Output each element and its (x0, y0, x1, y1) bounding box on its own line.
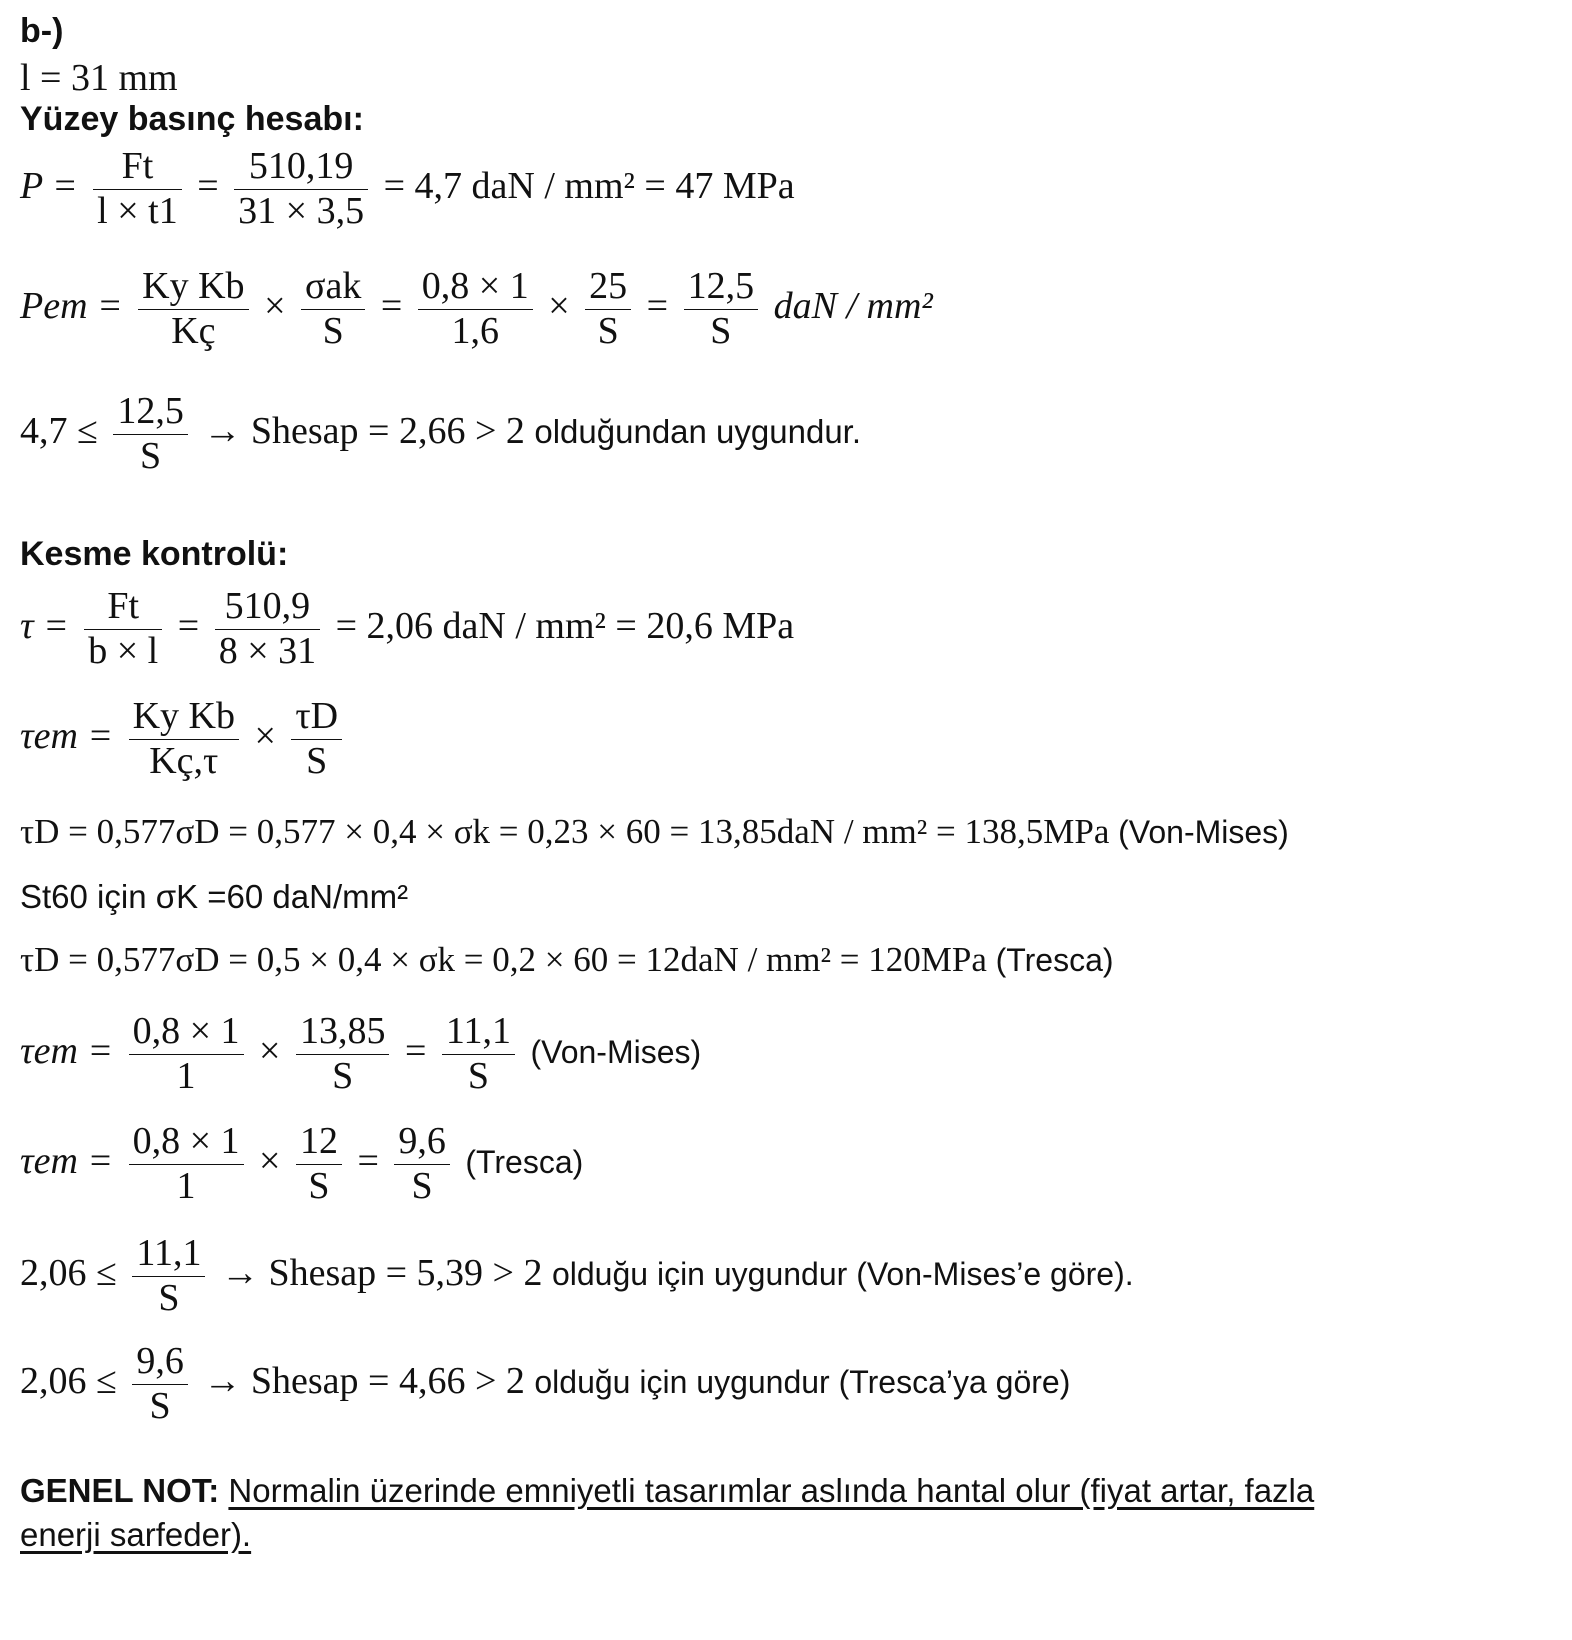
allowable-shear-von-mises: τem = $\frac{0,8 \times 1}{1}$ × $\frac{13,85}{S}$ = $\frac{11,1}{S}$ (Von-Mises) (20, 1010, 702, 1097)
shear-check-von-mises: 2,06 ≤ $\frac{11,1}{S}$ → Shesap = 5,39 > 2 olduğu için uygundur (Von-Mises’e göre). (20, 1232, 1134, 1319)
note-label: GENEL NOT: (20, 1472, 220, 1509)
allowable-shear-tresca: τem = $\frac{0,8 \times 1}{1}$ × $\frac{12}{S}$ = $\frac{9,6}{S}$ (Tresca) (20, 1120, 584, 1207)
fraction: $\frac{Ft}{l \times t1}$ (93, 145, 182, 233)
fraction: $\frac{\text{σak}}{S}$ (301, 265, 365, 353)
fraction: $\frac{12,5}{S}$ (113, 390, 188, 478)
fraction: $\frac{9,6}{S}$ (394, 1120, 450, 1208)
fraction: $\frac{11,1}{S}$ (442, 1010, 515, 1098)
tau-d-tresca: τD = 0,577σD = 0,5 × 0,4 × σk = 0,2 × 60 = 12daN / mm² = 120MPa (Tresca) (20, 940, 1114, 979)
shear-stress-equation: τ = $\frac{Ft}{b \times l}$ = $\frac{510,9}{8 \times 31}$ = 2,06 daN / mm² = 20,6 MPa (20, 585, 795, 672)
fraction: $\frac{12}{S}$ (296, 1120, 342, 1208)
general-note (20, 1472, 1314, 1510)
note-text-line2: enerji sarfeder). (20, 1516, 252, 1553)
fraction: $\frac{0,8 \times 1}{1,6}$ (418, 265, 533, 353)
fraction: $\frac{12,5}{S}$ (684, 265, 759, 353)
surface-pressure-title: Yüzey basınç hesabı: (20, 100, 364, 138)
general-note-continued (20, 1516, 251, 1554)
fraction: $\frac{0,8 \times 1}{1}$ (129, 1120, 244, 1208)
fraction: $\frac{25}{S}$ (585, 265, 631, 353)
fraction: $\frac{0,8 \times 1}{1}$ (129, 1010, 244, 1098)
fraction: $\frac{\tau D}{S}$ (291, 695, 342, 783)
fraction: $\frac{9,6}{S}$ (132, 1340, 188, 1428)
allowable-pressure-equation: Pem = $\frac{\text{Ky Kb}}{Kç}$ × $\frac{\text{σak}}{S}$ = $\frac{0,8 \times 1}{1,6}$ × $\frac{25}{S}$ = $\frac{12,5}{S}$ daN / mm² (20, 265, 933, 352)
allowable-shear-formula: τem = $\frac{\text{Ky Kb}}{Kç,\tau}$ × $\frac{\tau D}{S}$ (20, 695, 348, 783)
st60-note: St60 için σK =60 daN/mm² (20, 878, 409, 915)
fraction: $\frac{11,1}{S}$ (132, 1232, 205, 1320)
fraction: $\frac{13,85}{S}$ (296, 1010, 390, 1098)
shear-check-tresca: 2,06 ≤ $\frac{9,6}{S}$ → Shesap = 4,66 > 2 olduğu için uygundur (Tresca’ya göre) (20, 1340, 1071, 1427)
fraction: $\frac{Ft}{b \times l}$ (84, 585, 162, 673)
tau-d-von-mises: τD = 0,577σD = 0,577 × 0,4 × σk = 0,23 × 60 = 13,85daN / mm² = 138,5MPa (Von-Mises) (20, 812, 1289, 851)
fraction: $\frac{510,9}{8 \times 31}$ (215, 585, 320, 673)
pressure-equation: P = $\frac{Ft}{l \times t1}$ = $\frac{510,19}{31 \times 3,5}$ = 4,7 daN / mm² = 47 MPa (20, 145, 795, 232)
length-equation: l = 31 mm (20, 57, 178, 99)
pressure-check: 4,7 ≤ $\frac{12,5}{S}$ → Shesap = 2,66 > 2 olduğundan uygundur. (20, 390, 862, 477)
fraction: $\frac{\text{Ky Kb}}{Kç}$ (138, 265, 248, 353)
fraction: $\frac{\text{Ky Kb}}{Kç,\tau}$ (129, 695, 239, 783)
part-heading: b-) (20, 12, 64, 50)
fraction: $\frac{510,19}{31 \times 3,5}$ (234, 145, 368, 233)
note-text-line1: Normalin üzerinde emniyetli tasarımlar aslında hantal olur (fiyat artar, fazla (228, 1472, 1315, 1509)
shear-check-title: Kesme kontrolü: (20, 535, 289, 573)
